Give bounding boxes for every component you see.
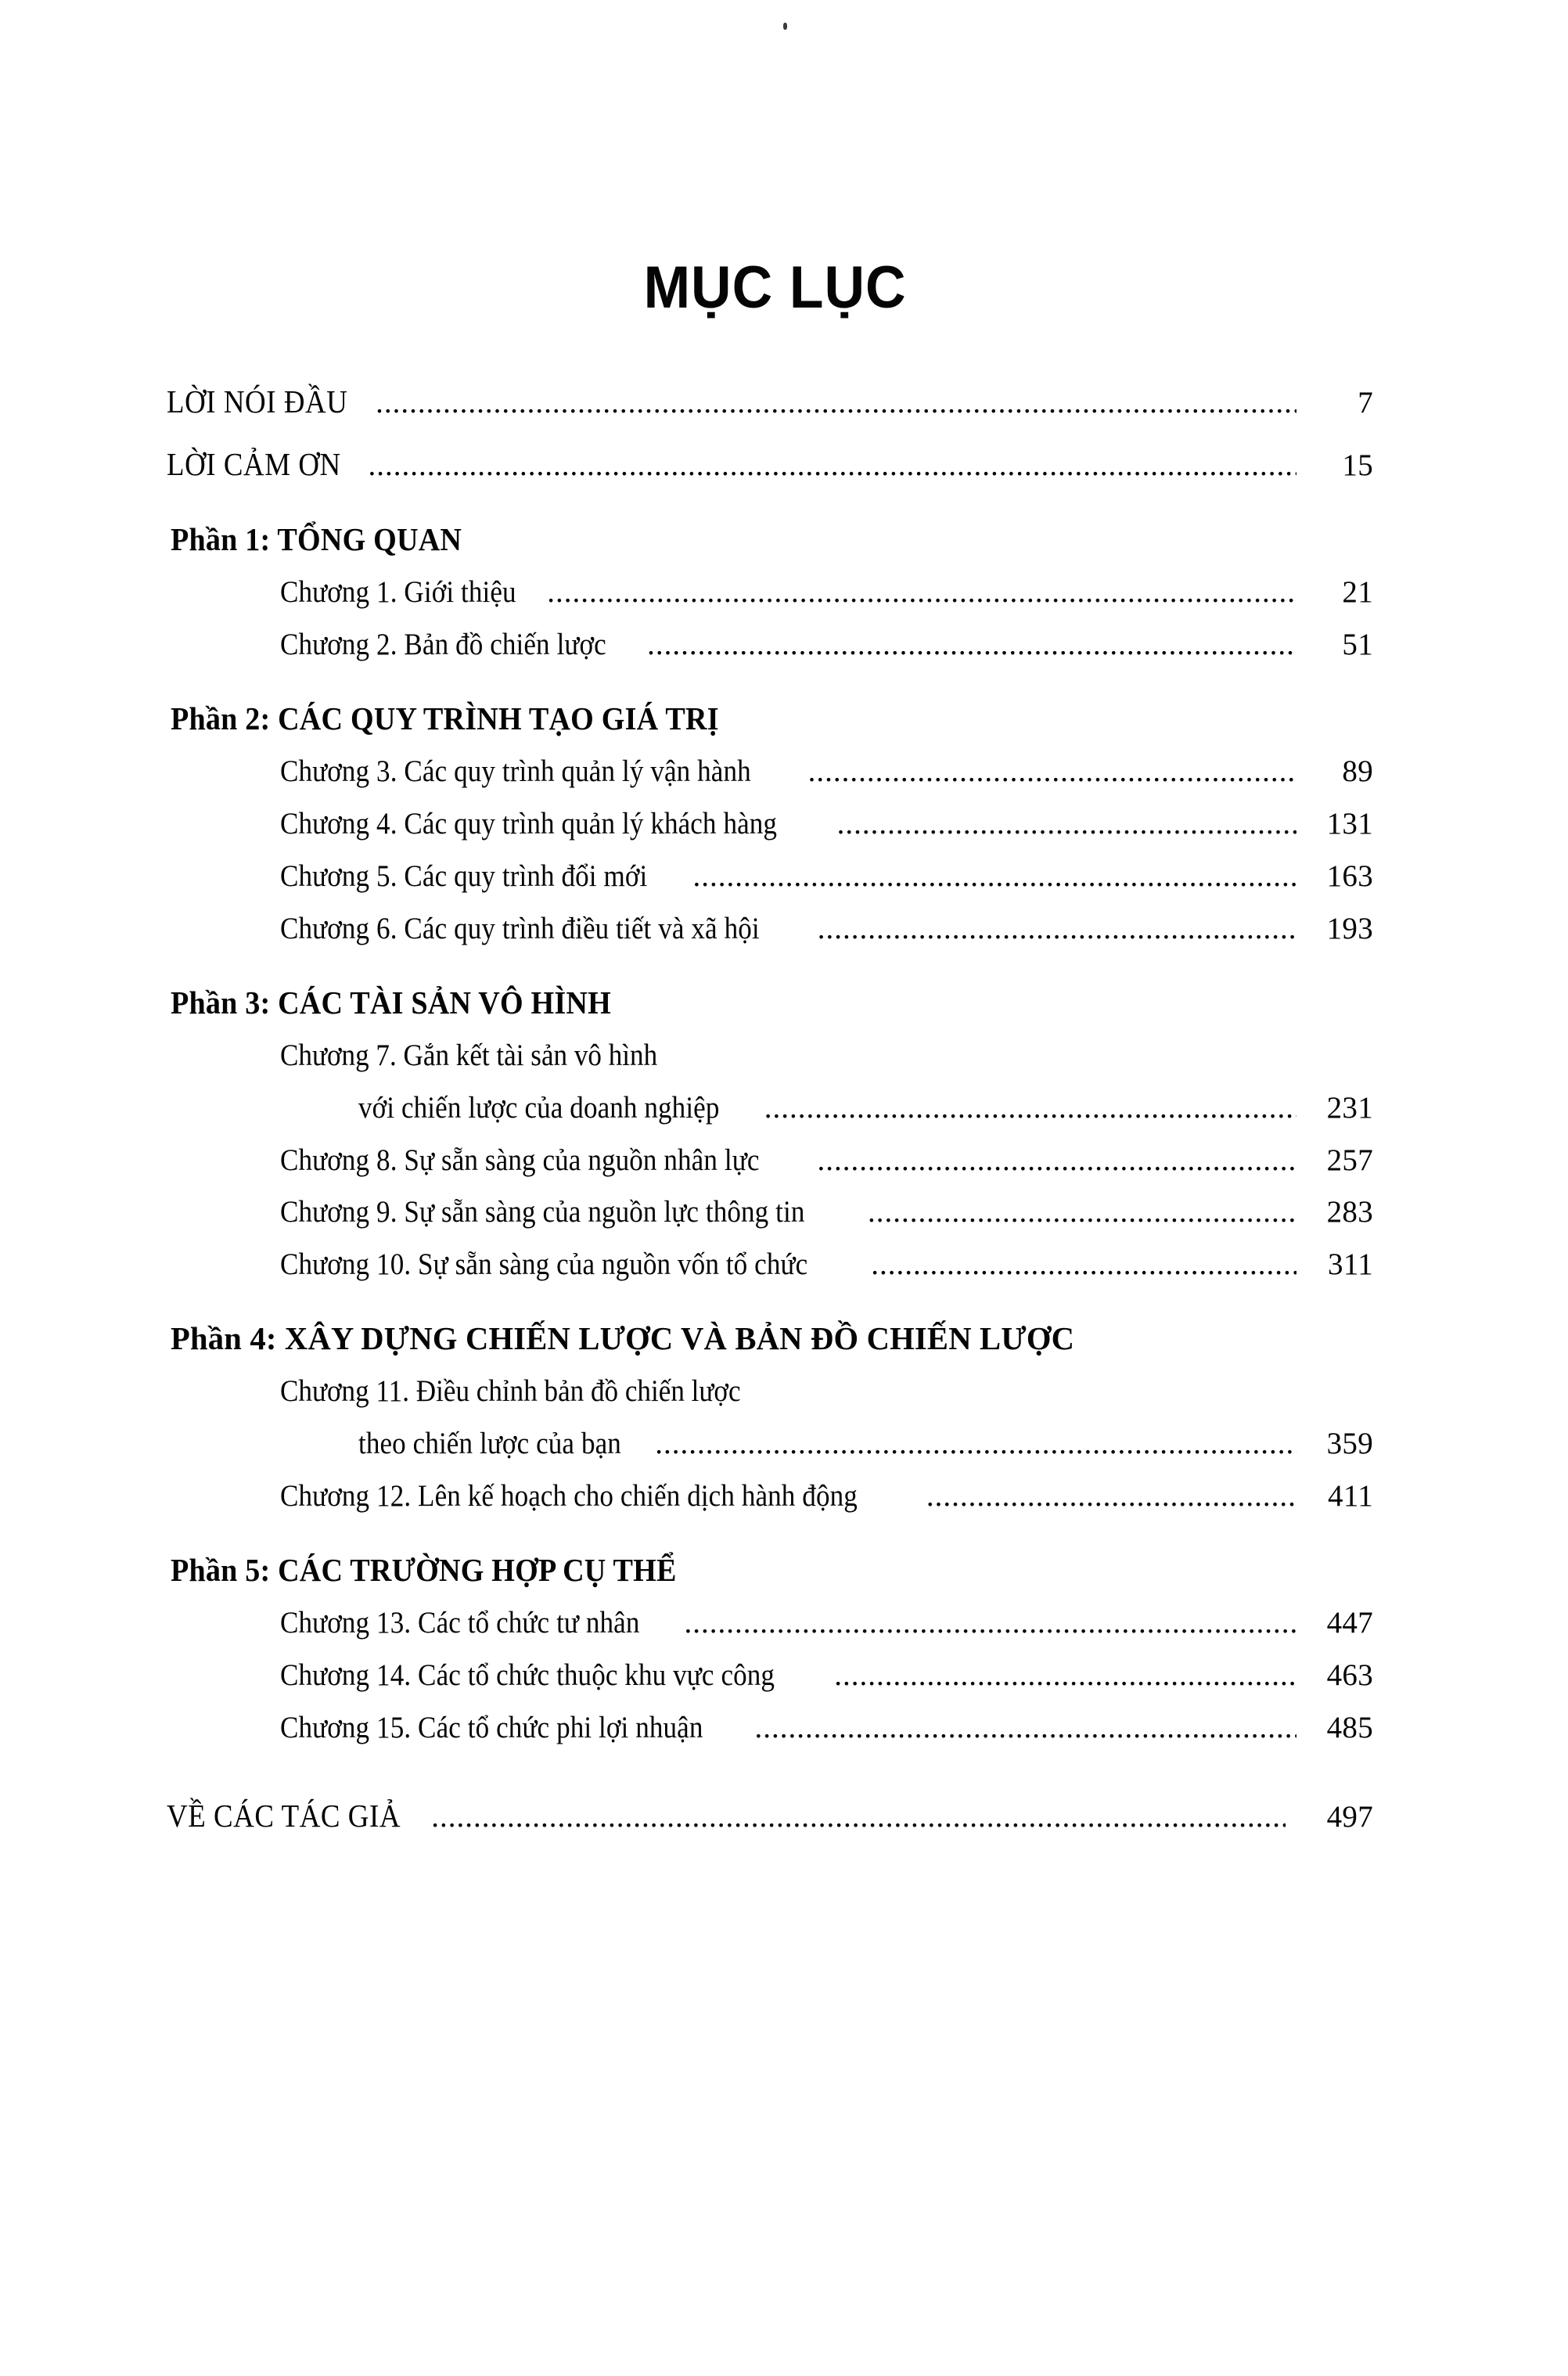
toc-entry-chapter-12[interactable] bbox=[280, 1481, 1373, 1513]
dot-leader bbox=[655, 1428, 1296, 1459]
page-number: 15 bbox=[1342, 448, 1373, 482]
dot-leader bbox=[808, 756, 1296, 787]
part-heading: Phần 1: TỔNG QUAN bbox=[171, 520, 462, 557]
toc-part-2 bbox=[167, 702, 1373, 945]
toc-entry-label: Chương 12. Lên kế hoạch cho chiến dịch hành động bbox=[280, 1479, 858, 1514]
page-number: 283 bbox=[1326, 1195, 1373, 1229]
part-heading: Phần 5: CÁC TRƯỜNG HỢP CỤ THỂ bbox=[171, 1552, 677, 1589]
dot-leader bbox=[818, 1145, 1296, 1175]
part-heading: Phần 4: XÂY DỰNG CHIẾN LƯỢC VÀ BẢN ĐỒ CHIẾN LƯỢC bbox=[171, 1320, 1075, 1357]
toc-entry-label: LỜI CẢM ƠN bbox=[167, 445, 341, 482]
dot-leader bbox=[926, 1481, 1296, 1511]
dot-leader bbox=[837, 808, 1296, 839]
toc-entry-chapter-3[interactable] bbox=[280, 756, 1373, 788]
page-number: 89 bbox=[1342, 754, 1373, 788]
dot-leader bbox=[818, 913, 1296, 944]
toc-entry-label: VỀ CÁC TÁC GIẢ bbox=[167, 1798, 401, 1834]
toc-entry-label: Chương 13. Các tổ chức tư nhân bbox=[280, 1606, 640, 1640]
toc-entry-label: Chương 1. Giới thiệu bbox=[280, 574, 516, 609]
page-number: 21 bbox=[1342, 574, 1373, 609]
page-number: 51 bbox=[1342, 627, 1373, 661]
page-number: 7 bbox=[1358, 386, 1373, 419]
table-of-contents bbox=[167, 254, 1373, 1834]
page-number: 131 bbox=[1326, 806, 1373, 841]
dot-leader bbox=[693, 861, 1296, 891]
dot-leader bbox=[764, 1093, 1296, 1123]
toc-entry-label: LỜI NÓI ĐẦU bbox=[167, 383, 348, 419]
toc-entry-about-the-authors[interactable] bbox=[167, 1799, 1373, 1834]
part-heading: Phần 2: CÁC QUY TRÌNH TẠO GIÁ TRỊ bbox=[171, 700, 719, 736]
part-heading: Phần 3: CÁC TÀI SẢN VÔ HÌNH bbox=[171, 984, 611, 1021]
dot-leader bbox=[647, 629, 1296, 660]
toc-entry-foreword[interactable] bbox=[167, 385, 1373, 419]
toc-entry-chapter-5[interactable] bbox=[280, 861, 1373, 893]
toc-entry-label: Chương 8. Sự sẵn sàng của nguồn nhân lực bbox=[280, 1143, 760, 1177]
dot-leader bbox=[871, 1249, 1296, 1280]
toc-entry-chapter-10[interactable] bbox=[280, 1249, 1373, 1281]
toc-entry-label: Chương 2. Bản đồ chiến lược bbox=[280, 627, 606, 661]
toc-entry-chapter-7-line2[interactable] bbox=[358, 1090, 1373, 1125]
dot-leader bbox=[834, 1660, 1296, 1690]
toc-entry-chapter-9[interactable] bbox=[280, 1197, 1373, 1229]
dot-leader bbox=[755, 1712, 1296, 1743]
toc-part-4 bbox=[167, 1322, 1373, 1513]
dot-leader bbox=[547, 577, 1296, 607]
toc-entry-chapter-4[interactable] bbox=[280, 808, 1373, 841]
toc-entry-label: Chương 6. Các quy trình điều tiết và xã hội bbox=[280, 911, 760, 945]
toc-part-3 bbox=[167, 986, 1373, 1282]
page-number: 257 bbox=[1326, 1143, 1373, 1177]
page-number: 231 bbox=[1326, 1090, 1373, 1125]
toc-entry-label: Chương 10. Sự sẵn sàng của nguồn vốn tổ chức bbox=[280, 1247, 808, 1282]
scan-speck-artifact bbox=[783, 23, 787, 30]
toc-entry-label: với chiến lược của doanh nghiệp bbox=[358, 1090, 720, 1125]
toc-entry-label: Chương 5. Các quy trình đổi mới bbox=[280, 859, 648, 893]
toc-entry-label: Chương 3. Các quy trình quản lý vận hành bbox=[280, 754, 751, 788]
toc-entry-label: theo chiến lược của bạn bbox=[358, 1427, 621, 1461]
page-number: 485 bbox=[1326, 1711, 1373, 1745]
toc-entry-chapter-2[interactable] bbox=[280, 629, 1373, 661]
toc-entry-acknowledgements[interactable] bbox=[167, 445, 1373, 482]
toc-entry-chapter-13[interactable] bbox=[280, 1607, 1373, 1640]
page-title: MỤC LỤC bbox=[643, 254, 907, 321]
page-number: 163 bbox=[1326, 859, 1373, 893]
dot-leader bbox=[685, 1607, 1296, 1638]
page-number: 497 bbox=[1326, 1800, 1373, 1834]
toc-entry-chapter-11-line1[interactable]: Chương 11. Điều chỉnh bản đồ chiến lược bbox=[280, 1374, 741, 1409]
toc-entry-chapter-14[interactable] bbox=[280, 1660, 1373, 1692]
toc-entry-chapter-8[interactable] bbox=[280, 1145, 1373, 1177]
toc-entry-chapter-1[interactable] bbox=[280, 574, 1373, 609]
toc-entry-label: Chương 14. Các tổ chức thuộc khu vực công bbox=[280, 1658, 775, 1693]
toc-entry-chapter-15[interactable] bbox=[280, 1712, 1373, 1744]
dot-leader bbox=[376, 387, 1296, 418]
toc-entry-chapter-6[interactable] bbox=[280, 913, 1373, 945]
toc-part-1 bbox=[167, 520, 1373, 661]
dot-leader bbox=[368, 450, 1296, 481]
dot-leader bbox=[868, 1197, 1296, 1227]
page-number: 463 bbox=[1326, 1658, 1373, 1693]
page-number: 447 bbox=[1326, 1606, 1373, 1640]
page-number: 193 bbox=[1326, 911, 1373, 945]
page-number: 411 bbox=[1328, 1479, 1373, 1514]
toc-entry-chapter-7-line1[interactable]: Chương 7. Gắn kết tài sản vô hình bbox=[280, 1038, 658, 1072]
toc-entry-label: Chương 15. Các tổ chức phi lợi nhuận bbox=[280, 1711, 703, 1745]
toc-entry-chapter-11-line2[interactable] bbox=[358, 1428, 1373, 1460]
toc-part-5 bbox=[167, 1553, 1373, 1744]
page-number: 359 bbox=[1326, 1427, 1373, 1461]
toc-entry-label: Chương 9. Sự sẵn sàng của nguồn lực thông tin bbox=[280, 1195, 805, 1229]
dot-leader bbox=[431, 1802, 1286, 1832]
toc-entry-label: Chương 4. Các quy trình quản lý khách hàng bbox=[280, 806, 778, 841]
page-number: 311 bbox=[1328, 1247, 1373, 1282]
